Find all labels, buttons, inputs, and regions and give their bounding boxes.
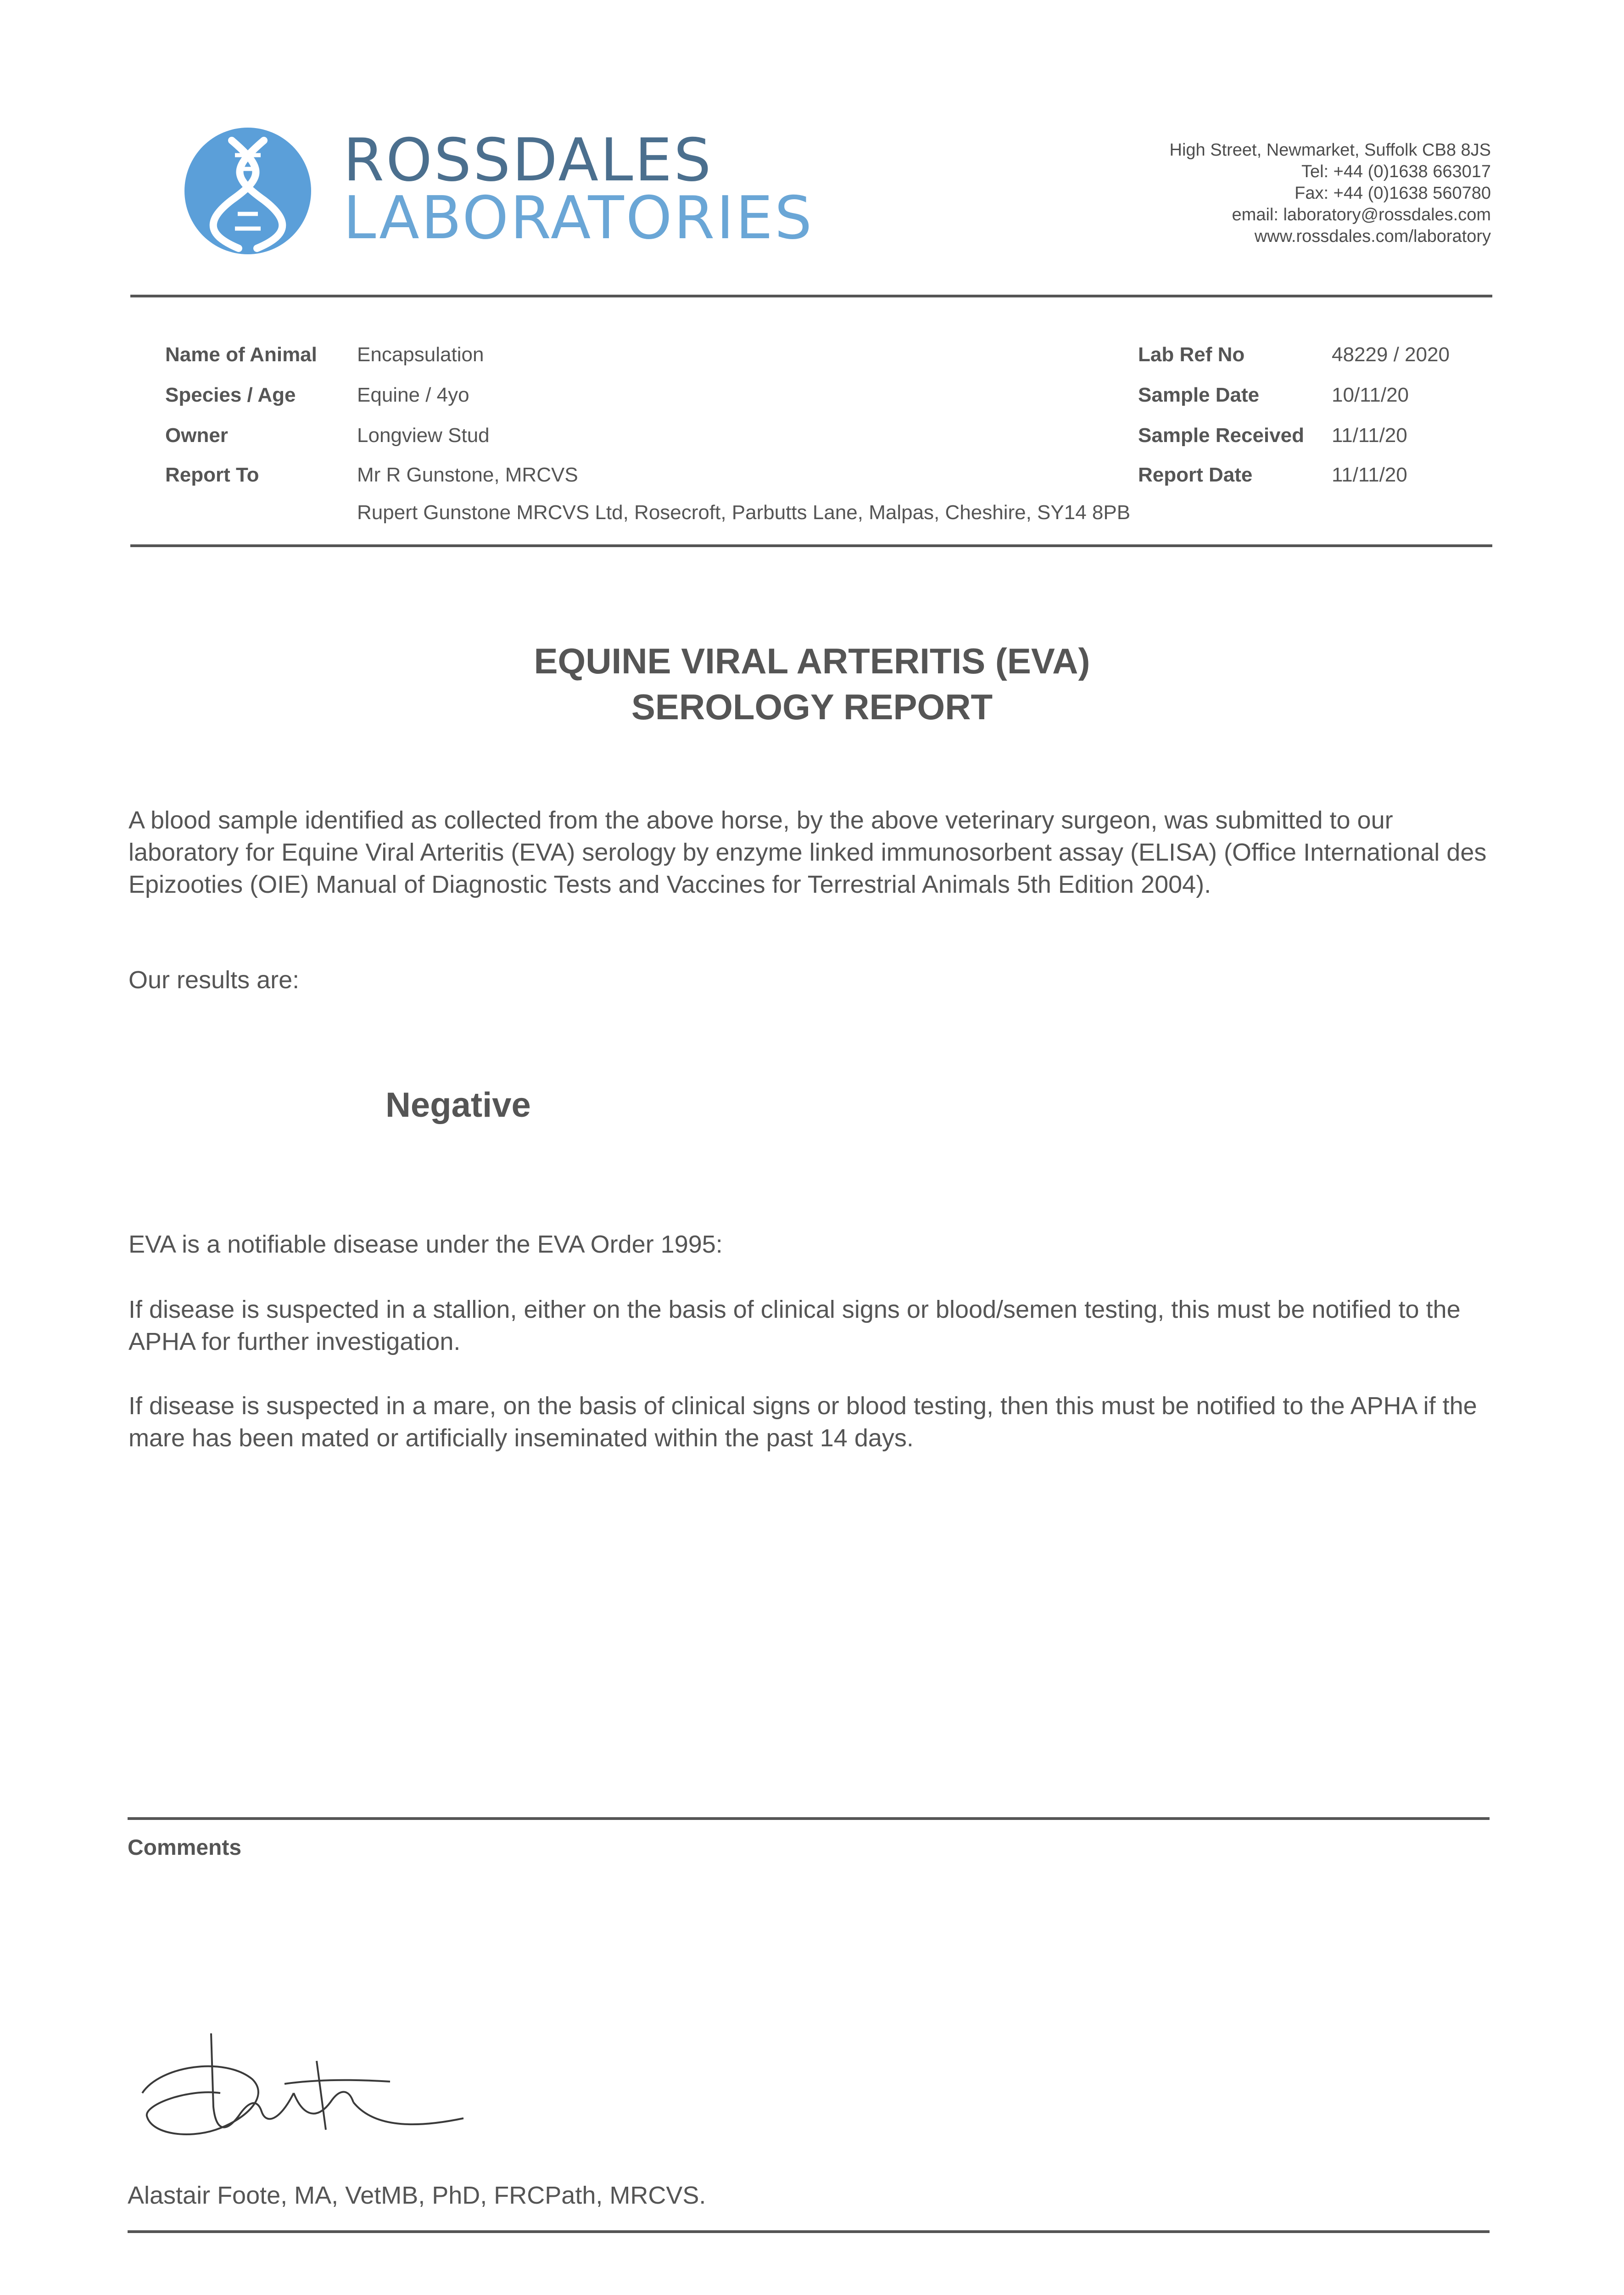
value-report-to: Mr R Gunstone, MRCVS: [357, 464, 578, 486]
value-report-to-address: Rupert Gunstone MRCVS Ltd, Rosecroft, Parbutts Lane, Malpas, Cheshire, SY14 8PB: [357, 501, 1131, 524]
test-result: Negative: [385, 1086, 531, 1125]
address-fax: Fax: +44 (0)1638 560780: [1295, 184, 1491, 203]
results-intro: Our results are:: [128, 966, 300, 994]
address-tel: Tel: +44 (0)1638 663017: [1301, 162, 1491, 181]
dna-logo-icon: [184, 127, 312, 255]
report-title: [0, 638, 1624, 730]
divider: [128, 2230, 1490, 2233]
divider: [128, 1817, 1490, 1820]
label-report-to: Report To: [165, 464, 259, 486]
brand-name-line-1: ROSSDALES: [343, 126, 713, 195]
comments-label: Comments: [128, 1836, 242, 1860]
address-email: email: laboratory@rossdales.com: [1232, 205, 1491, 224]
intro-paragraph: A blood sample identified as collected from the above horse, by the above veterinary surgeon, was submitted to our laboratory for Equine Viral Arteritis (EVA) serology by enzyme linked immunosorbent assay (ELISA) (Office International des Epizooties (OIE) Manual of Diagnostic Tests and Vaccines for Terrestrial Animals 5th Edition 2004).: [128, 806, 1487, 898]
label-lab-ref-no: Lab Ref No: [1138, 343, 1245, 366]
signatory-name: Alastair Foote, MA, VetMB, PhD, FRCPath, MRCVS.: [128, 2182, 706, 2209]
value-sample-received: 11/11/20: [1332, 424, 1407, 447]
lab-address: [1078, 140, 1491, 247]
label-owner: Owner: [165, 424, 228, 447]
label-sample-received: Sample Received: [1138, 424, 1304, 447]
report-title-line-1: EQUINE VIRAL ARTERITIS (EVA): [534, 641, 1090, 681]
signature-image: [133, 2024, 491, 2162]
label-sample-date: Sample Date: [1138, 384, 1260, 406]
value-lab-ref-no: 48229 / 2020: [1332, 343, 1450, 366]
value-sample-date: 10/11/20: [1332, 384, 1409, 406]
brand-name-line-2: LABORATORIES: [343, 184, 814, 252]
stallion-paragraph: If disease is suspected in a stallion, either on the basis of clinical signs or blood/semen testing, this must be notified to the APHA for further investigation.: [128, 1296, 1461, 1355]
address-website: www.rossdales.com/laboratory: [1254, 227, 1491, 246]
label-report-date: Report Date: [1138, 464, 1253, 486]
divider: [130, 544, 1492, 547]
label-name-of-animal: Name of Animal: [165, 343, 317, 366]
value-owner: Longview Stud: [357, 424, 490, 447]
value-name-of-animal: Encapsulation: [357, 343, 484, 366]
notifiable-paragraph: EVA is a notifiable disease under the EVA Order 1995:: [128, 1231, 723, 1258]
value-report-date: 11/11/20: [1332, 464, 1407, 486]
report-title-line-2: SEROLOGY REPORT: [631, 687, 993, 727]
label-species-age: Species / Age: [165, 384, 296, 406]
mare-paragraph: If disease is suspected in a mare, on the basis of clinical signs or blood testing, then this must be notified to the APHA if the mare has been mated or artificially inseminated within the past 14 days.: [128, 1392, 1477, 1452]
address-street: High Street, Newmarket, Suffolk CB8 8JS: [1169, 140, 1491, 160]
value-species-age: Equine / 4yo: [357, 384, 469, 406]
divider: [130, 295, 1492, 297]
